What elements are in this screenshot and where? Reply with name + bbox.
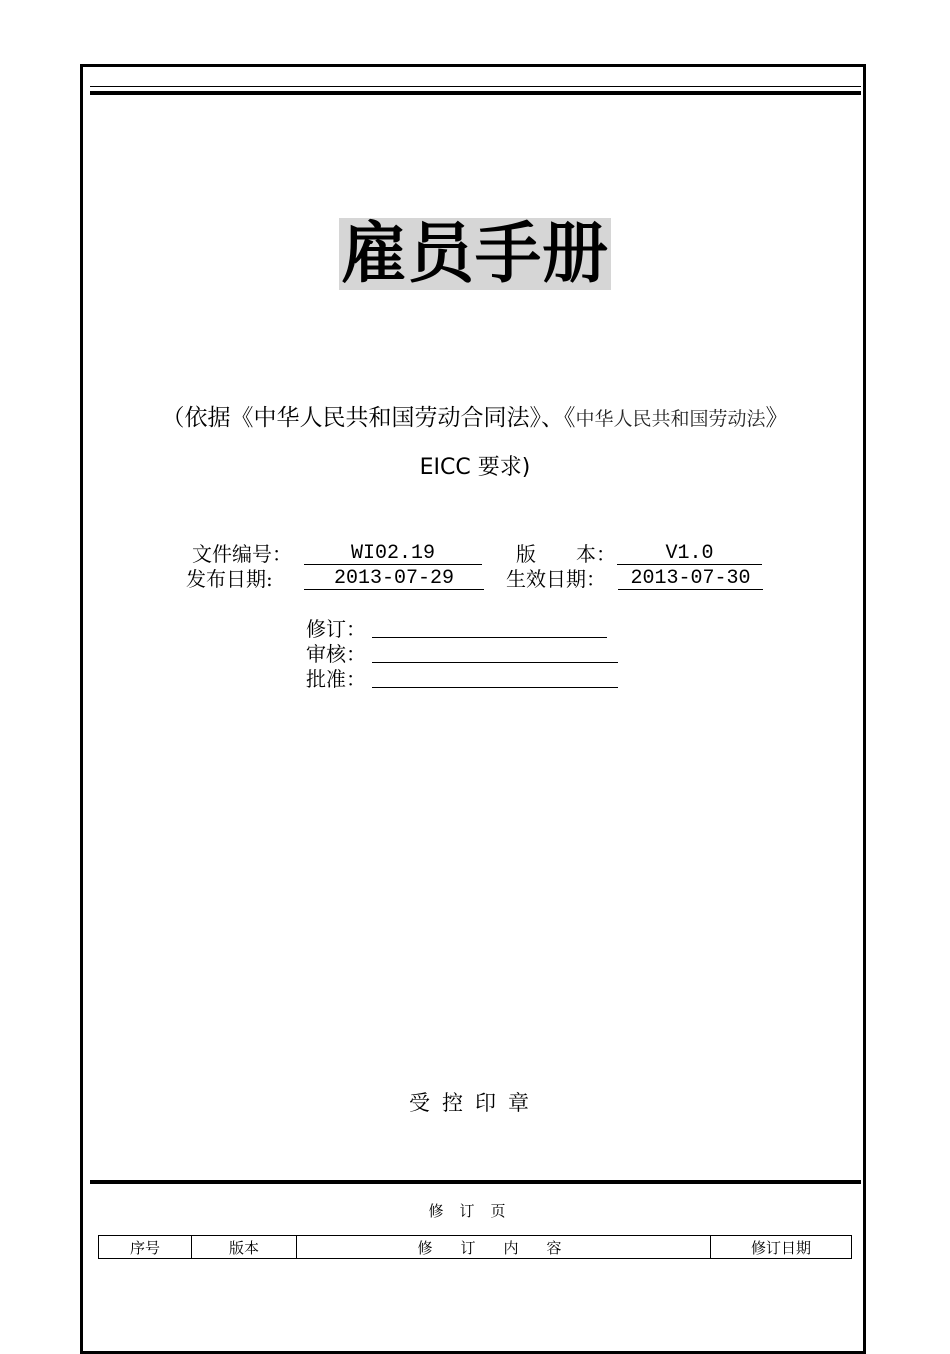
title-block (0, 215, 950, 292)
version-label: 版 本： (516, 542, 616, 566)
effective-date-value: 2013-07-30 (618, 567, 763, 590)
col-version: 版本 (192, 1236, 297, 1259)
doc-no-label: 文件编号： (192, 542, 292, 566)
approve-signature-line (372, 669, 618, 688)
version-value: V1.0 (617, 542, 762, 565)
review-label: 审核： (306, 642, 366, 666)
revise-signature-line (372, 619, 607, 638)
basis-end-text: 》 (765, 405, 789, 431)
revision-page-title: 修订页 (428, 1202, 522, 1220)
meta-row-2 (0, 567, 950, 591)
doc-no-value: WI02.19 (304, 542, 482, 565)
bottom-rule (90, 1180, 861, 1184)
col-date: 修订日期 (711, 1236, 852, 1259)
basis-main-text: （依据《中华人民共和国劳动合同法》、《 (161, 405, 576, 431)
col-content: 修订内容 (297, 1236, 711, 1259)
approve-row (306, 667, 366, 691)
publish-date-label: 发布日期: (186, 567, 273, 591)
basis-small-text: 中华人民共和国劳动法 (575, 408, 766, 430)
effective-date-label: 生效日期： (506, 567, 606, 591)
col-seq: 序号 (99, 1236, 192, 1259)
revise-row (306, 617, 366, 641)
publish-date-value: 2013-07-29 (304, 567, 484, 590)
top-rule-thin (90, 86, 861, 87)
top-rule-thick (90, 91, 861, 95)
revision-table (98, 1235, 852, 1259)
meta-row-1 (0, 542, 950, 566)
document-title: 雇员手册 (341, 215, 609, 292)
revise-label: 修订： (306, 617, 366, 641)
basis-line-1 (0, 398, 950, 439)
review-signature-line (372, 644, 618, 663)
revision-table-header (99, 1236, 852, 1259)
approve-label: 批准： (306, 667, 366, 691)
review-row (306, 642, 366, 666)
controlled-stamp-text: 受控印章 (409, 1091, 541, 1115)
basis-line-2: EICC 要求) (419, 455, 531, 480)
